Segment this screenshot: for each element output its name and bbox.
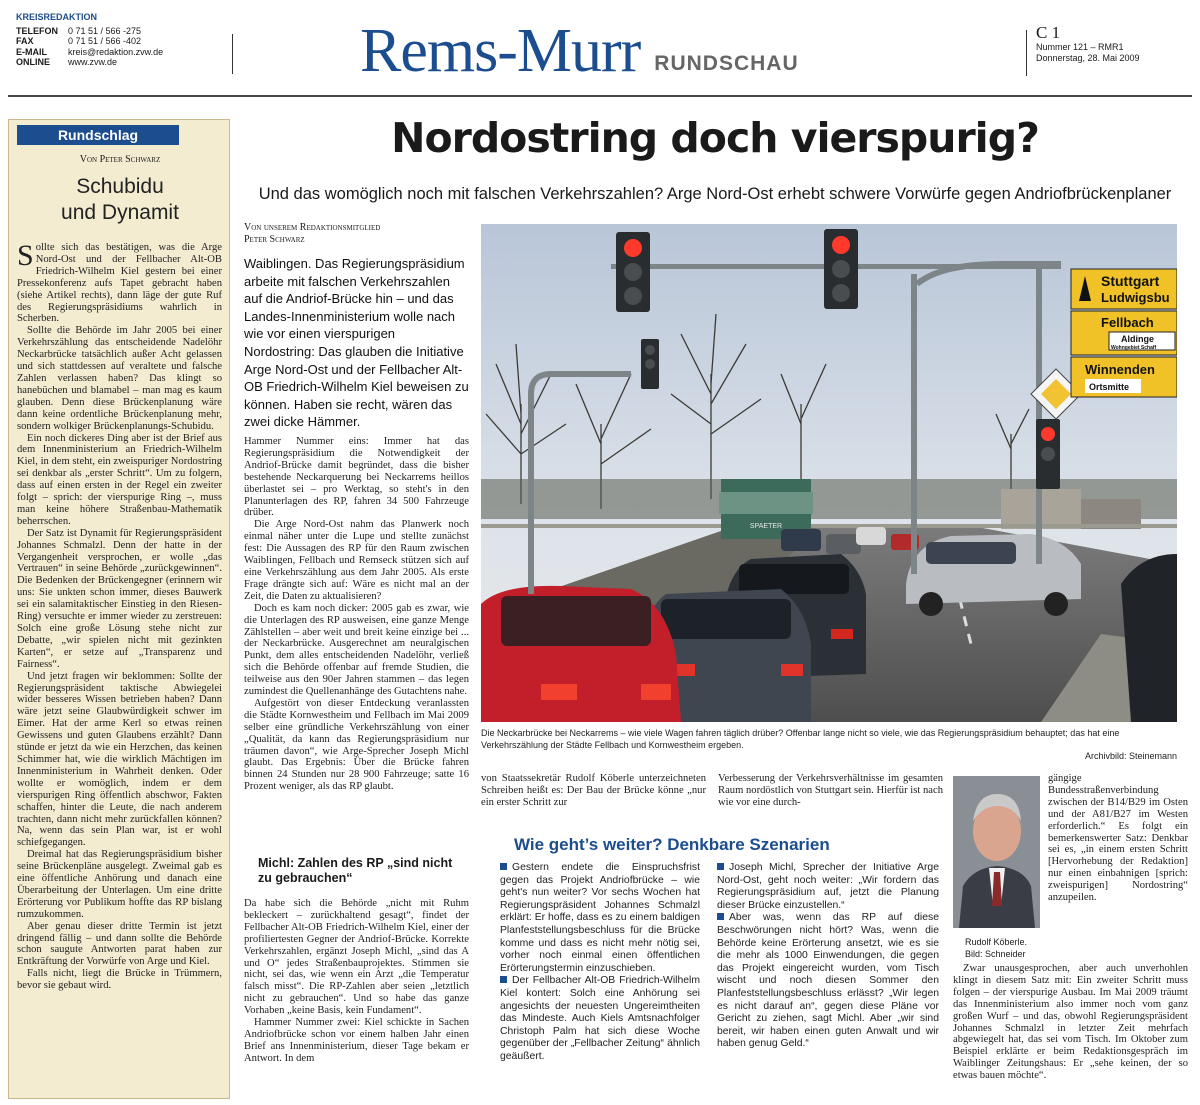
traffic-photo <box>481 224 1177 722</box>
article-paragraph: Hammer Nummer eins: Immer hat das Regierungspräsidium die Notwendigkeit der Andriof-Brücke damit begründet, dass die bisher bestehende Neckarquerung bei Neckarrems heillos überlastet sei – pro Werktag, so steht's in den Planunterlagen des RP, fahren 34 500 Fahrzeuge drüber. <box>244 436 469 519</box>
contact-value: 0 71 51 / 566 -275 <box>68 25 142 36</box>
bullet-square-icon <box>500 976 507 983</box>
sign-winnenden: Winnenden <box>1085 362 1155 377</box>
article-intertitle: Michl: Zahlen des RP „sind nicht zu gebrauchen“ <box>258 856 453 885</box>
article-column <box>953 963 1188 1082</box>
article-column <box>244 436 469 793</box>
comment-paragraph: Und jetzt fragen wir beklommen: Sollte der Regierungspräsident taktische Abwiegelei wider besseres Wissen betrieben haben? Dann wäre jetzt seine Glaubwürdigkeit schwer im Eimer. Hat der arme Kerl so etwas reinen Gewissens und guten Glaubens erzählt? Dann stünde er jetzt da wie ein Herzchen, das keinen Schimmer hat, wie die wirklich Mächtigen im Innenministerium in Wahrheit denken. Oder wollte er womöglich, indem er dem vierspurigen Ring öffentlich abschwor, Fakten schaffen, hinter die Leute, die nach anderem trachten, dann nicht mehr zurückfallen können? Na, wenn das sein Plan war, ist er wohl schiefgegangen. <box>17 670 222 849</box>
photo-credit: Archivbild: Steinemann <box>1084 751 1177 761</box>
info-box-column <box>717 862 939 1051</box>
masthead-rule <box>8 95 1192 97</box>
article-paragraph: von Staatssekretär Rudolf Köberle unterzeichneten Schreiben heißt es: Der Bau der Brücke könne „nur ein erster Schritt zur <box>481 773 706 808</box>
contact-value: www.zvw.de <box>68 57 118 67</box>
comment-title-line: Schubidu <box>76 175 164 198</box>
comment-paragraph <box>17 239 222 325</box>
paragraph-text: Aber was, wenn das RP auf diese Beschwörungen nicht hört? Was, wenn die Behörde keine Erörterung ansetzt, wie es sie die mehr als 1000 Einwendungen, die gegen das Projekt eingereicht wurden, vom Tisch wischt und noch diesen Sommer den Planfeststellungsbeschluss erlässt? „Wir legen es nicht darauf an“, gegen diese Pläne vor Gericht zu ziehen, sagt Michl. Aber „wir sind bereit, wir haben einen guten Anwalt und wir haben genug Geld.“ <box>717 912 939 1050</box>
comment-paragraph: Ein noch dickeres Ding aber ist der Brief aus dem Innenministerium an Friedrich-Wilhelm Kiel, in dem steht, ein zweispuriger Nordostring sei denkbar als „erster Schritt“. Um zu folgern, dass auf einen ersten in der Regel ein zweiter folgt – sprich: der vierspurige Ring –, muss man keine höhere Straßenbau-Mathematik beherrschen. <box>17 432 222 527</box>
drop-cap: S <box>17 239 34 272</box>
portrait-credit: Bild: Schneider <box>965 948 1026 959</box>
byline-line: Von unserem Redaktionsmitglied <box>244 222 381 233</box>
newspaper-subtitle: RUNDSCHAU <box>654 52 799 75</box>
article-paragraph: gängige Bundesstraßenverbindung zwischen der B14/B29 im Osten und der A81/B27 im Westen erforderlich.“ Es folgt ein bemerkenswerter Satz: Denkbar sei es, „in einem ersten Schritt [Hervorhebung der Redaktion] nur einen einbahnigen [sprich: zweispurigen] Nordostring“ anzupeilen. <box>1048 773 1188 904</box>
comment-paragraph: Sollte die Behörde im Jahr 2005 bei einer Verkehrszählung das entscheidende Nadelöhr Neckarbrücke tatsächlich außer Acht gelassen und sich stattdessen auf veraltete und falsche Zahlen verlassen haben? Das klingt so hanebüchen und blamabel – man mag es kaum glauben. Denn diese Brückenplanung wäre dann keine ordentliche Brückenplanung mehr, sondern wolkiger Brückenplanungs-Schubidu. <box>17 325 222 432</box>
info-box-paragraph <box>500 975 700 1063</box>
contact-row <box>16 47 226 58</box>
contact-label: FAX <box>16 36 34 46</box>
page-number: C 1 <box>1036 23 1061 42</box>
sign-fellbach: Fellbach <box>1101 315 1154 330</box>
contact-block <box>16 12 226 68</box>
paragraph-text: Gestern endete die Einspruchsfrist gegen das Projekt Andriofbrücke – wie geht's nun weiter? Vor sechs Wochen hat Regierungspräsident Johannes Schmalzl erklärt: Er hoffe, dass es zu einem baldigen Planfeststellungsbeschluss für die Brücke komme und dass es nicht mehr nötig sei, vorher noch einmal einen öffentlichen Erörterungstermin einzuschieben. <box>500 862 700 974</box>
issue-date: Donnerstag, 28. Mai 2009 <box>1036 53 1140 63</box>
comment-byline: Von Peter Schwarz <box>79 154 161 165</box>
comment-paragraph: Dreimal hat das Regierungspräsidium bisher seine Brückenpläne ausgelegt. Zweimal gab es eine öffentliche Anhörung und danach eine Überarbeitung der Unterlagen. Um eine dritte Erörterung vor Publikum hoffte das RP bislang rumzukommen. <box>17 849 222 920</box>
article-paragraph: Aufgestört von dieser Entdeckung veranlassten die Städte Kornwestheim und Fellbach im Mai 2009 selber eine gründliche Verkehrszählung von einer „Qualität, da kann das Regierungspräsidium nur träumen davon“, wie Arge-Sprecher Joseph Michl glaubt. Das Ergebnis: Über die Brücke fahren binnen 24 Stunden nur 28 900 Fahrzeuge; satte 16 Prozent weniger, als das RP glaubt. <box>244 697 469 793</box>
comment-paragraph: Falls nicht, liegt die Brücke in Trümmern, bevor sie gebaut wird. <box>17 968 222 992</box>
page-info <box>1036 24 1140 64</box>
article-paragraph: Da habe sich die Behörde „nicht mit Ruhm bekleckert – zurückhaltend gesagt“, findet der Fellbacher Alt-OB Friedrich-Wilhelm Kiel, einer der profiliertesten Gegner der Andriof-Brücke. Korrekte Verkehrszahlen, ergänzt Joseph Michl, „sind das A und O“ jedes Straßenbauprojektes. Stimmen sie nicht, sei das, wie wenn ein Arzt „die Temperatur falsch misst“. Die RP-Zahlen aber seien „letztlich nicht zu gebrauchen“. Und so habe das ganze Vorhaben „keine Basis, kein Fundament“. <box>244 898 469 1017</box>
article-byline <box>244 222 469 246</box>
article-paragraph: Zwar unausgesprochen, aber auch unverhohlen klingt in diesem Satz mit: Ein zweiter Schritt muss folgen – der vierspurige Ausbau. Im Mai 2009 träumt das Innenministerium also immer noch vom ganz großen Wurf – und das, obwohl Regierungspräsident Johannes Schmalzl in letzter Zeit mehrfach abgewiegelt hat, das sei vom Tisch. Im Oktober zum Beispiel erklärte er beim Redaktionsgespräch im Waiblinger Zeitungshaus: Er „sehe keinen, der so etwas bauen möchte“. <box>953 963 1188 1082</box>
portrait-photo <box>953 776 1040 928</box>
article-paragraph: Die Arge Nord-Ost nahm das Planwerk noch einmal näher unter die Lupe und stellte zunächst fest: Die Aussagen des RP für den Raum zwischen Waiblingen, Fellbach und Remseck stützen sich auf eine Verkehrszählung aus dem Jahr 2005. Als erste Frage drängte sich auf: Wäre es nicht mal an der Zeit, die Daten zu aktualisieren? <box>244 519 469 602</box>
bullet-square-icon <box>717 913 724 920</box>
masthead <box>360 6 799 86</box>
article-headline: Nordostring doch vierspurig? <box>391 114 1039 162</box>
article-lead: Waiblingen. Das Regierungspräsidium arbeite mit falschen Verkehrszahlen auf die Andriof-Brücke hin – und das Landes-Innenministerium wolle nach wie vor einen vierspurigen Nordostring: Das glauben die Initiative Arge Nord-Ost und der Fellbacher Alt-OB Friedrich-Wilhelm Kiel beweisen zu können. Haben sie recht, wären das zwei dicke Hämmer. <box>244 256 469 430</box>
comment-body <box>17 239 222 992</box>
comment-paragraph: Der Satz ist Dynamit für Regierungspräsident Johannes Schmalzl. Denn der hatte in der Vergangenheit versprochen, er wolle „das Vertrauen“ in seine Behörde „zurückgewinnen“. Die Bedenken der Brückengegner (erinnern wir uns: Sie unkten schon immer, dieses Bauwerk sei ein salamitaktischer Einstieg in den Riesen-Ring) versuchte er immer wieder zu zerstreuen: Solch eine große Lösung stehe nicht zur Debatte, „wir spielen nicht mit gezinkten Karten“, er setze auf „Transparenz und Fairness“. <box>17 527 222 670</box>
contact-label: ONLINE <box>16 57 51 67</box>
sign-ludwigsburg: Ludwigsbu <box>1101 290 1170 305</box>
divider <box>232 34 233 74</box>
divider <box>1026 30 1027 76</box>
article-paragraph: Verbesserung der Verkehrsverhältnisse im gesamten Raum nordöstlich von Stuttgart sein. Hierfür ist nach wie vor eine durch- <box>718 773 943 808</box>
contact-row <box>16 36 226 47</box>
sign-wohngebiet: Wohngebiet Schaff <box>1111 345 1157 351</box>
article-column <box>718 773 943 809</box>
comment-title-line: und Dynamit <box>61 201 179 224</box>
comment-paragraph: Aber genau dieser dritte Termin ist jetzt dringend fällig – und dann sollte die Behörde schon saugute Antworten parat haben zur Entkräftung der Vorwürfe von Arge und Kiel. <box>17 920 222 968</box>
article-paragraph: Doch es kam noch dicker: 2005 gab es zwar, wie die Unterlagen des RP ausweisen, eine ganze Menge Zählstellen – aber weit und breit keine einzige bei ... der Neckarbrücke. Ausgerechnet am neuralgischen Punkt, dem alles entscheidenden Nadelöhr, verließ sich die Behörde offenbar auf fremde Studien, die teilweise aus den 90er Jahren stammen – das legen zumindest die Quellenanhänge des Gutachtens nahe. <box>244 602 469 698</box>
info-box-paragraph <box>500 862 700 975</box>
article-column <box>1048 773 1188 904</box>
contact-value: kreis@redaktion.zvw.de <box>68 46 164 57</box>
contact-row <box>16 26 226 37</box>
sign-aldingen: Aldinge <box>1121 334 1154 344</box>
caption-text: Die Neckarbrücke bei Neckarrems – wie viele Wagen fahren täglich drüber? Offenbar lange nicht so viele, wie das Regierungspräsidium behauptet; das hat eine Verkehrszählung der Städte Fellbach und Kornwestheim ergeben. <box>481 728 1120 750</box>
portrait-name: Rudolf Köberle. <box>965 937 1028 947</box>
truck-lettering: SPAETER <box>749 523 783 530</box>
issue-number: Nummer 121 – RMR1 <box>1036 42 1124 52</box>
bullet-square-icon <box>500 863 507 870</box>
contact-value: 0 71 51 / 566 -402 <box>68 36 142 46</box>
comment-kicker: Rundschlag <box>17 125 179 145</box>
article-paragraph: Hammer Nummer zwei: Kiel schickte in Sachen Andriofbrücke schon vor einem halben Jahr einen Brief ans Innenministerium, dieser Tage bekam er Antwort. In dem <box>244 1017 469 1064</box>
comment-sidebar <box>8 119 230 1099</box>
sign-stuttgart: Stuttgart <box>1101 273 1160 289</box>
contact-label: E-MAIL <box>16 46 47 57</box>
info-box-paragraph <box>717 862 939 912</box>
sign-ortsmitte: Ortsmitte <box>1089 382 1130 392</box>
paragraph-text: Joseph Michl, Sprecher der Initiative Arge Nord-Ost, geht noch weiter: „Wir fordern das Regierungspräsidium auf, jetzt die Planung dieser Brücke einzustellen.“ <box>717 862 939 911</box>
contact-row <box>16 57 226 68</box>
paragraph-text: Der Fellbacher Alt-OB Friedrich-Wilhelm Kiel kontert: Solch eine Anhörung sei angesichts der neuesten Ungereimtheiten das Mindeste. Auch Kiels Amtsnachfolger Christoph Palm hat sich diese Woche gegenüber der „Fellbacher Zeitung“ ähnlich geäußert. <box>500 975 700 1062</box>
contact-label: TELEFON <box>16 25 58 36</box>
info-box-column <box>500 862 700 1064</box>
comment-title <box>9 174 231 226</box>
info-box-title: Wie geht’s weiter? Denkbare Szenarien <box>514 835 830 854</box>
paragraph-text: ollte sich das bestätigen, was die Arge Nord-Ost und der Fellbacher Alt-OB Friedrich-Wilhelm Kiel gestern bei einer Pressekonferenz aufs Tapet gebracht haben (siehe Artikel rechts), dann läge der gute Ruf des Regierungspräsidiums wahrlich in Scherben. <box>17 242 222 325</box>
article-subheadline: Und das womöglich noch mit falschen Verkehrszahlen? Arge Nord-Ost erhebt schwere Vorwürfe gegen Andriofbrückenplaner <box>258 185 1172 203</box>
article-column <box>244 898 469 1065</box>
portrait-caption <box>965 937 1045 960</box>
article-column <box>481 773 706 809</box>
kreisredaktion-label: KREISREDAKTION <box>16 12 98 22</box>
info-box-paragraph <box>717 912 939 1051</box>
bullet-square-icon <box>717 863 724 870</box>
photo-caption <box>481 728 1177 763</box>
newspaper-title: Rems-Murr <box>360 17 641 85</box>
byline-line: Peter Schwarz <box>244 234 305 245</box>
